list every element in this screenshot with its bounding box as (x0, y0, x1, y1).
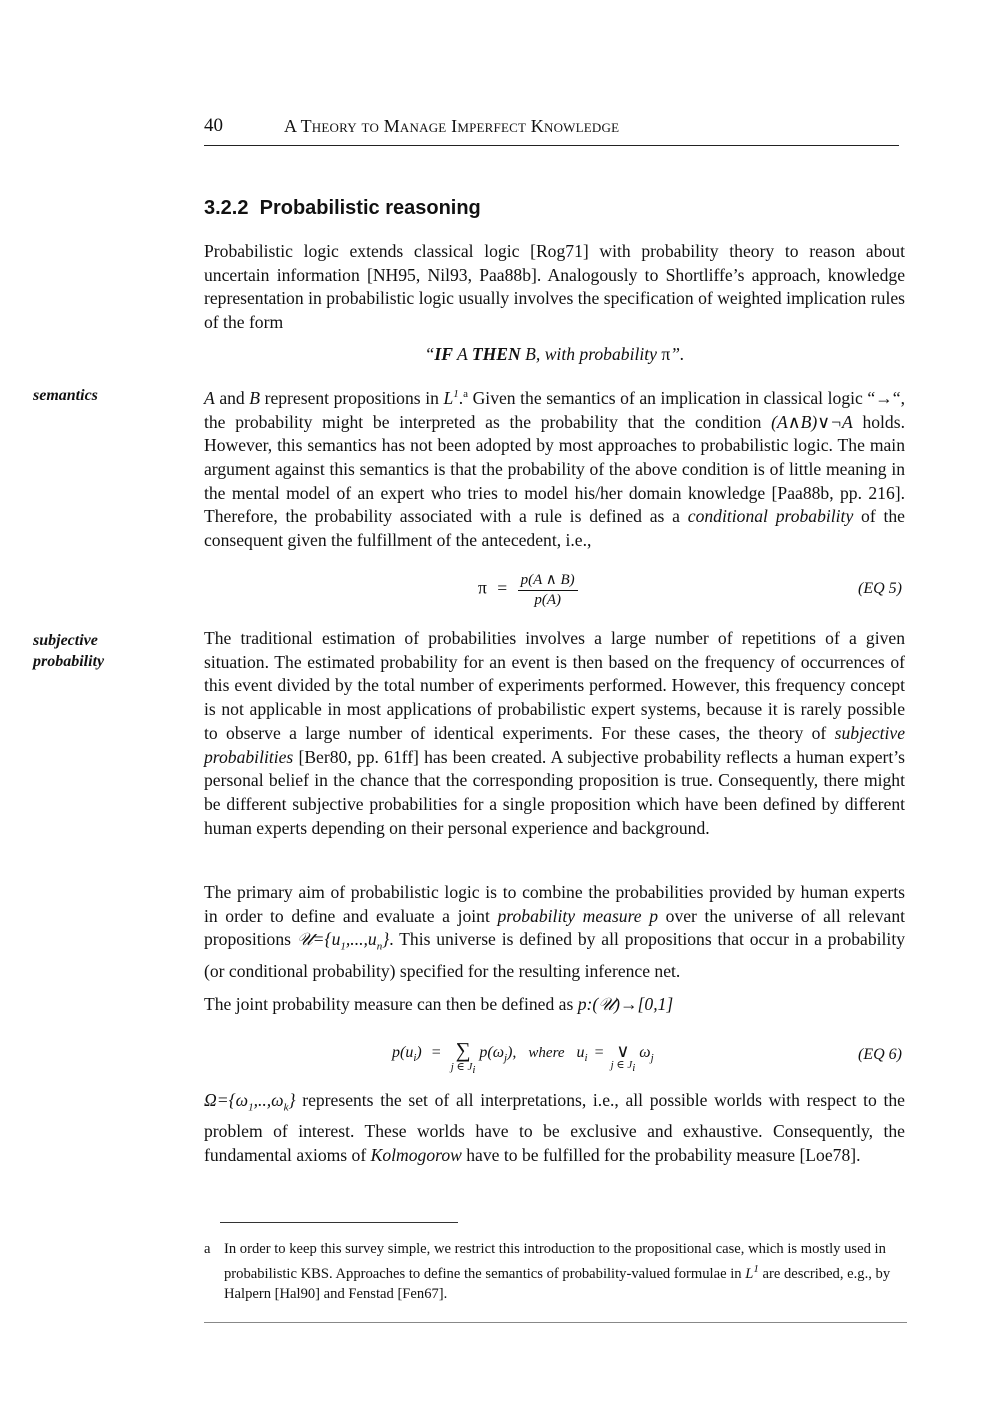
footnote-text-2: are described, e.g., by Halpern [Hal90] and Fenstad [Fen67]. (224, 1265, 891, 1302)
paragraph-subjective (204, 627, 905, 840)
eq6-term: p(ω (479, 1044, 505, 1061)
universe-mid: ,...,u (345, 929, 377, 950)
universe-set (296, 929, 390, 953)
footnote-logic-L-sup: 1 (753, 1263, 759, 1275)
logic-L-sup: 1 (453, 388, 459, 400)
eq6-lhs-close: ) (416, 1044, 422, 1061)
universe-sub-1: 1 (340, 940, 346, 953)
eq5-fraction (518, 570, 578, 609)
eq6-disjunction (611, 1043, 636, 1074)
eq6-u: u (576, 1044, 585, 1061)
paragraph-semantics-text-2: holds. However, this semantics has not been adopted by most approaches to probabilistic logic. The main argument against this semantics is that the probability of the above condition is of little meaning in the mental model of an expert who tries to model his/her domain knowledge [Paa88b, pp. 216]. Therefore, the probability associated with a rule is defined as a (204, 411, 905, 527)
universe-sub-n: n (376, 940, 383, 953)
rule-a: A (452, 344, 472, 364)
footnote-logic-L: L (745, 1265, 754, 1282)
eq5-lhs: π (478, 577, 487, 598)
eq6-lhs-sub: i (413, 1052, 417, 1065)
section-number: 3.2.2 (204, 197, 249, 219)
footnote-mark[interactable]: a (463, 388, 469, 400)
omega-mid: ,..,ω (253, 1090, 284, 1110)
eq6-omega: ω (639, 1044, 651, 1061)
rule-pi: π (661, 344, 671, 364)
paragraph-intro-text: Probabilistic logic extends classical logic [Rog71] with probability theory to reason about uncertain information [NH95, Nil93, Paa88b]. Analogously to Shortliffe’s approach, knowledge representation in probabilistic logic usually involves the specification of weighted implication rules of the form (204, 241, 905, 333)
rule-quote-close: ”. (670, 344, 685, 364)
paragraph-aim (204, 881, 905, 983)
rule-then-keyword: THEN (471, 344, 521, 364)
eq6-vee-index-sub: i (632, 1062, 636, 1075)
eq6-vee-index (611, 1059, 636, 1074)
rule-if-keyword: IF (434, 344, 453, 364)
text-dot: . (458, 387, 464, 408)
bottom-rule (204, 1322, 907, 1323)
prop-a: A (204, 387, 215, 408)
omega-close: } (288, 1090, 296, 1110)
eq6-equals: = (431, 1044, 441, 1061)
eq5-denominator: p(A) (534, 592, 561, 608)
page-number: 40 (204, 115, 223, 136)
omega-set (204, 1090, 296, 1114)
term-kolmogorow: Kolmogorow (370, 1144, 462, 1165)
eq6-sum-index-sub: i (472, 1064, 476, 1077)
margin-note-line-2: probability (33, 653, 105, 670)
paragraph-semantics-text-3: of the consequent given the fulfillment of the antecedent, i.e., (204, 506, 905, 551)
paragraph-interpretations-text-2: have to be fulfilled for the probability measure [Loe78]. (461, 1144, 861, 1165)
paragraph-semantics-text-1: Given the semantics of an implication in classical logic “→“, the probability might be interpreted as the probability that the condition (204, 387, 905, 432)
rule-quote-open: “ (424, 344, 435, 364)
eq6-sum-symbol: ∑ (455, 1038, 471, 1062)
logic-L: L (443, 387, 454, 408)
universe-close: } (382, 929, 390, 950)
paragraph-semantics (204, 383, 905, 553)
eq6-lhs: p(u (392, 1044, 414, 1061)
omega-sub-1: 1 (248, 1101, 254, 1114)
footnote-marker: a (204, 1241, 211, 1257)
eq6-where: where (528, 1045, 565, 1061)
equation-6-tag: (EQ 6) (858, 1046, 902, 1063)
term-probability-measure: probability measure p (497, 905, 659, 926)
term-conditional-probability: conditional probability (687, 506, 854, 527)
eq5-equals: = (497, 577, 508, 598)
equation-5 (478, 570, 578, 609)
text-represent: represent propositions in (260, 387, 444, 408)
eq5-numerator: p(A ∧ B) (518, 570, 578, 591)
rule-rest: B, with probability (520, 344, 662, 364)
rule-form (204, 344, 905, 365)
eq6-vee-symbol: ∨ (616, 1041, 630, 1061)
eq6-term-close: ), (507, 1044, 517, 1061)
joint-measure-signature: p:(𝒰)→[0,1] (577, 994, 674, 1014)
section-title: Probabilistic reasoning (259, 197, 481, 219)
margin-note-semantics: semantics (33, 387, 98, 404)
equation-6 (392, 1038, 654, 1077)
footnote-text-1: In order to keep this survey simple, we restrict this introduction to the propositional case, which is mostly used in probabilistic KBS. Approaches to define the semantics of probability-valued formulae in (224, 1241, 886, 1282)
paragraph-joint-text: The joint probability measure can then be defined as (204, 994, 578, 1014)
eq6-sum-index-text: j ∈ J (450, 1061, 473, 1073)
condition-formula: (A∧B)∨¬A (771, 411, 853, 432)
prop-b: B (249, 387, 261, 408)
paragraph-aim-text-2: over the universe of all relevant propositions (204, 905, 906, 950)
equation-5-tag: (EQ 5) (858, 580, 902, 597)
omega-sub-k: k (283, 1101, 289, 1114)
eq6-vee-index-text: j ∈ J (610, 1059, 633, 1071)
text-and: and (214, 387, 250, 408)
running-title: A Theory to Manage Imperfect Knowledge (284, 116, 620, 136)
section-heading (204, 197, 481, 220)
footnote-text (224, 1239, 904, 1304)
paragraph-subjective-text-1: The traditional estimation of probabilities involves a large number of repetitions of a given situation. The estimated probability for an event is then based on the frequency of occurrences of this event divided by the total number of experiments performed. However, this frequency concept is not applicable in most applications of probabilistic expert systems, because it is rarely possible to observe a large number of identical experiments. For these cases, the theory of (204, 628, 905, 743)
paragraph-aim-text-1: The primary aim of probabilistic logic is to combine the probabilities provided by human experts in order to define and evaluate a joint (204, 882, 905, 926)
eq6-omega-sub: j (650, 1052, 654, 1065)
footnote-divider (220, 1222, 458, 1223)
paragraph-interpretations (204, 1089, 905, 1168)
margin-note-subjective-probability (33, 630, 173, 672)
eq6-sum-index (451, 1061, 476, 1076)
eq6-term-sub: j (504, 1052, 508, 1065)
margin-note-line-1: subjective (33, 632, 98, 649)
paragraph-joint-measure (204, 993, 905, 1017)
omega-open: Ω={ω (204, 1090, 249, 1110)
eq6-equals-2: = (594, 1044, 604, 1061)
page-header (204, 114, 899, 146)
paragraph-intro (204, 240, 905, 335)
paragraph-subjective-text-2: [Ber80, pp. 61ff] has been created. A subjective probability reflects a human expert’s personal belief in the chance that the corresponding proposition is true. Consequently, there might be different subjective probabilities for a single proposition which have been defined by different human experts depending on their personal experience and background. (204, 746, 905, 838)
universe-open: 𝒰={u (296, 929, 341, 950)
eq6-sum (451, 1040, 476, 1076)
eq6-u-sub: i (584, 1052, 588, 1065)
paragraph-aim-text-3: . This universe is defined by all propositions that occur in a probability (or conditional probability) specified for the resulting inference net. (204, 929, 906, 981)
paragraph-interpretations-text-1: represents the set of all interpretations, i.e., all possible worlds with respect to the problem of interest. These worlds have to be exclusive and exhaustive. Consequently, the fundamental axioms of (204, 1090, 905, 1165)
term-subjective-probabilities: subjective probabilities (204, 722, 905, 767)
